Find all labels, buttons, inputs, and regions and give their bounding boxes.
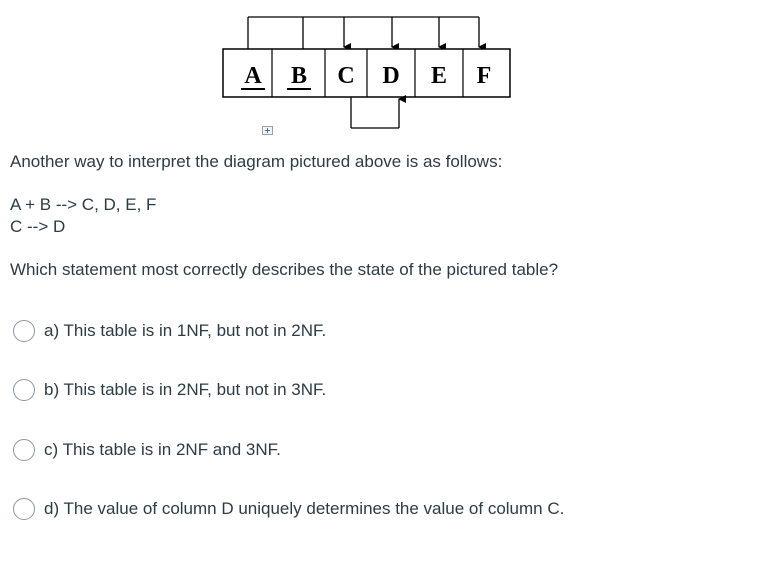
- dependency-diagram: [0, 0, 769, 140]
- radio-button[interactable]: [13, 498, 35, 520]
- radio-button[interactable]: [13, 320, 35, 342]
- column-b-label: B: [290, 63, 308, 89]
- radio-button[interactable]: [13, 439, 35, 461]
- answer-option-label: b) This table is in 2NF, but not in 3NF.: [44, 380, 327, 399]
- column-d-label: D: [382, 63, 400, 89]
- column-e-label: E: [430, 63, 448, 89]
- question-prompt: Which statement most correctly describes the state of the pictured table?: [10, 260, 559, 279]
- column-a-label: A: [244, 63, 262, 89]
- dependency-line-1: A + B --> C, D, E, F: [10, 195, 157, 214]
- answer-option-d[interactable]: [13, 496, 564, 522]
- answer-option-label: d) The value of column D uniquely determines the value of column C.: [44, 499, 565, 518]
- column-table: [223, 49, 510, 97]
- primary-key-dependency-lines: [248, 17, 479, 49]
- answer-option-c[interactable]: [13, 437, 281, 463]
- column-f-label: F: [476, 63, 492, 89]
- image-resize-icon[interactable]: [262, 126, 273, 135]
- answer-option-label: c) This table is in 2NF and 3NF.: [44, 440, 281, 459]
- answer-option-label: a) This table is in 1NF, but not in 2NF.: [44, 321, 327, 340]
- dependency-line-2: C --> D: [10, 217, 66, 236]
- column-c-label: C: [337, 63, 355, 89]
- answer-option-b[interactable]: [13, 377, 326, 403]
- transitive-dependency-lines: [351, 97, 399, 128]
- dependency-diagram-svg: [0, 0, 769, 140]
- radio-button[interactable]: [13, 379, 35, 401]
- answer-option-a[interactable]: [13, 318, 326, 344]
- question-intro: Another way to interpret the diagram pictured above is as follows:: [10, 152, 503, 171]
